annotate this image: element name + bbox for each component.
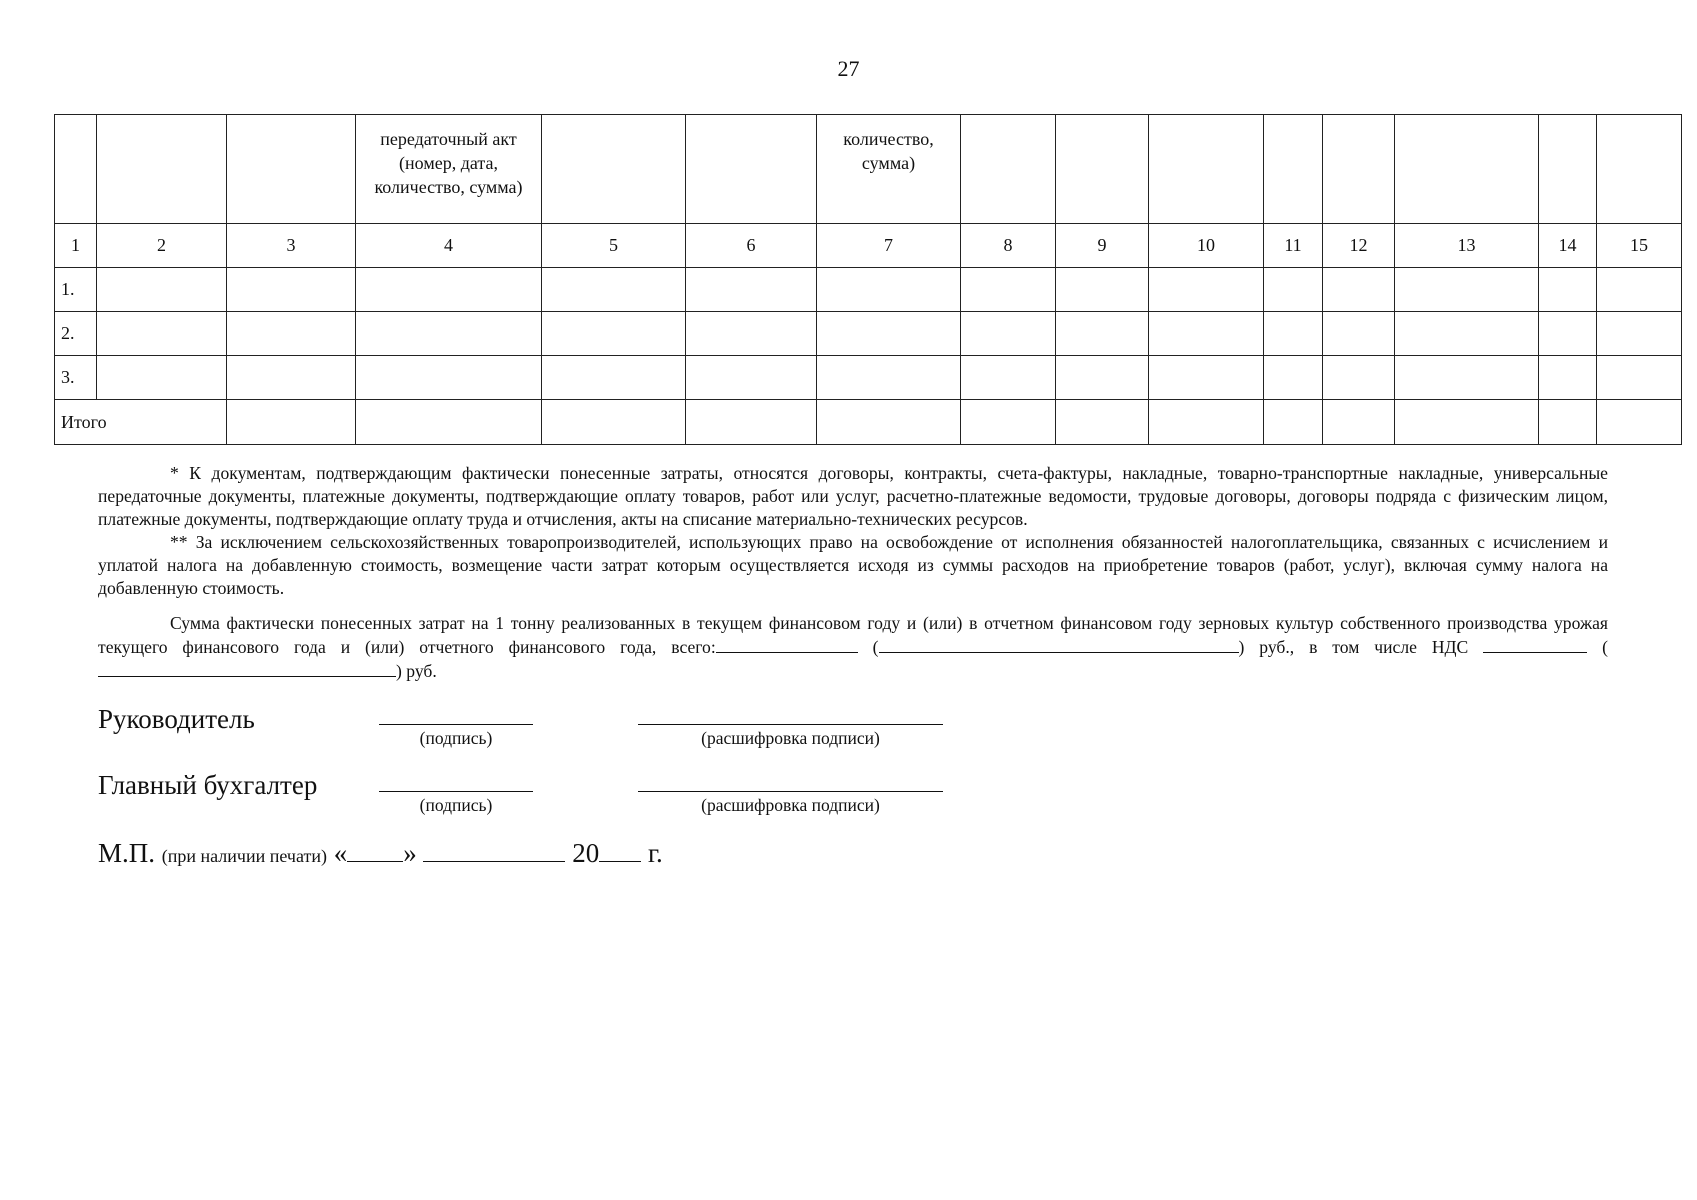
- table-cell[interactable]: [1264, 312, 1323, 356]
- stamp-note: (при наличии печати): [161, 846, 327, 866]
- table-row: [55, 312, 1682, 356]
- table-cell[interactable]: [686, 268, 817, 312]
- table-cell[interactable]: [356, 356, 542, 400]
- column-number: 9: [1056, 224, 1149, 268]
- header-cell: [542, 115, 686, 224]
- table-cell[interactable]: [1149, 268, 1264, 312]
- table-cell[interactable]: [686, 356, 817, 400]
- table-cell[interactable]: [1597, 312, 1682, 356]
- header-cell: передаточный акт (номер, дата, количество, сумма): [356, 115, 542, 224]
- row-number: 3.: [55, 356, 97, 400]
- table-cell[interactable]: [227, 268, 356, 312]
- table-cell[interactable]: [1264, 268, 1323, 312]
- total-cell[interactable]: [817, 400, 961, 445]
- total-cell[interactable]: [227, 400, 356, 445]
- accountant-signature-caption: (подпись): [419, 795, 493, 815]
- column-number: 7: [817, 224, 961, 268]
- column-number: 15: [1597, 224, 1682, 268]
- quote-open: «: [333, 838, 348, 868]
- footnote-documents: * К документам, подтверждающим фактически понесенные затраты, относятся договоры, контракты, счета-фактуры, накладные, товарно-транспортные накладные, универсальные передаточные документы, платежные документы, подтверждающие оплату товаров, работ или услуг, расчетно-платежные ведомости, трудовые договоры, договоры подряда с физическим лицом, платежные документы, подтверждающие оплату труда и отчисления, акты на списание материально-технических ресурсов.: [98, 463, 1608, 529]
- total-sum-in-words-field[interactable]: [879, 635, 1239, 653]
- total-cell[interactable]: [686, 400, 817, 445]
- accountant-signature-line[interactable]: [379, 791, 533, 792]
- year-field[interactable]: [599, 839, 641, 862]
- table-cell[interactable]: [97, 356, 227, 400]
- chief-accountant-label: Главный бухгалтер: [98, 770, 318, 800]
- head-decoding-caption: (расшифровка подписи): [701, 728, 880, 748]
- total-cell[interactable]: [542, 400, 686, 445]
- head-signature-caption: (подпись): [419, 728, 493, 748]
- table-header-row: [55, 115, 1682, 224]
- paren-open: (: [872, 637, 879, 657]
- column-number: 6: [686, 224, 817, 268]
- table-cell[interactable]: [1056, 312, 1149, 356]
- table-cell[interactable]: [1056, 356, 1149, 400]
- vat-sum-field[interactable]: [1483, 635, 1587, 653]
- table-cell[interactable]: [961, 268, 1056, 312]
- header-cell: [1264, 115, 1323, 224]
- table-cell[interactable]: [961, 356, 1056, 400]
- cost-statement-text: Сумма фактически понесенных затрат на 1 тонну реализованных в текущем финансовом году и (или) в отчетном финансовом году зерновых культур собственного производства урожая текущего финансового года и (или) отчетного финансового года, всего:: [98, 613, 1608, 657]
- column-number: 4: [356, 224, 542, 268]
- head-label: Руководитель: [98, 704, 255, 734]
- header-cell: [1149, 115, 1264, 224]
- footnotes: [98, 462, 1608, 600]
- table-cell[interactable]: [1597, 268, 1682, 312]
- table-cell[interactable]: [1323, 268, 1395, 312]
- table-row: [55, 268, 1682, 312]
- total-cell[interactable]: [356, 400, 542, 445]
- vat-sum-in-words-field[interactable]: [98, 659, 396, 677]
- table-cell[interactable]: [356, 268, 542, 312]
- table-cell[interactable]: [817, 356, 961, 400]
- table-cell[interactable]: [686, 312, 817, 356]
- accountant-decoding-caption: (расшифровка подписи): [701, 795, 880, 815]
- table-cell[interactable]: [1056, 268, 1149, 312]
- head-decoding-line[interactable]: [638, 724, 943, 725]
- table-cell[interactable]: [227, 356, 356, 400]
- table-cell[interactable]: [542, 268, 686, 312]
- accountant-decoding-line[interactable]: [638, 791, 943, 792]
- header-cell: [961, 115, 1056, 224]
- row-number: 1.: [55, 268, 97, 312]
- table-cell[interactable]: [1395, 312, 1539, 356]
- header-cell: [97, 115, 227, 224]
- table-cell[interactable]: [97, 268, 227, 312]
- table-cell[interactable]: [1395, 268, 1539, 312]
- header-cell: количество, сумма): [817, 115, 961, 224]
- table-cell[interactable]: [1597, 356, 1682, 400]
- head-signature-line[interactable]: [379, 724, 533, 725]
- paren-open: (: [1602, 637, 1608, 657]
- table-cell[interactable]: [542, 356, 686, 400]
- day-field[interactable]: [347, 839, 403, 862]
- table-cell[interactable]: [356, 312, 542, 356]
- table-row: [55, 356, 1682, 400]
- table-cell[interactable]: [817, 268, 961, 312]
- header-cell: [1539, 115, 1597, 224]
- total-cell[interactable]: [1597, 400, 1682, 445]
- quote-close: »: [403, 838, 417, 868]
- table-cell[interactable]: [1149, 312, 1264, 356]
- header-cell: [227, 115, 356, 224]
- total-sum-field[interactable]: [716, 635, 858, 653]
- table-cell[interactable]: [227, 312, 356, 356]
- column-number: 8: [961, 224, 1056, 268]
- stamp-date-row: [98, 838, 663, 869]
- mp-label: М.П.: [98, 838, 156, 868]
- year-prefix: 20: [572, 838, 600, 868]
- table-cell[interactable]: [961, 312, 1056, 356]
- table-cell[interactable]: [1149, 356, 1264, 400]
- header-cell: [55, 115, 97, 224]
- header-cell: [1323, 115, 1395, 224]
- table-cell[interactable]: [1539, 268, 1597, 312]
- column-number-row: [55, 224, 1682, 268]
- total-cell[interactable]: [1395, 400, 1539, 445]
- column-number: 12: [1323, 224, 1395, 268]
- rub-incl-vat-text: ) руб., в том числе НДС: [1238, 637, 1469, 657]
- column-number: 11: [1264, 224, 1323, 268]
- footnote-vat-exception: ** За исключением сельскохозяйственных товаропроизводителей, использующих право на освобождение от исполнения обязанностей налогоплательщика, связанных с исчислением и уплатой налога на добавленную стоимость, возмещение части затрат которым осуществляется исходя из суммы расходов на приобретение товаров (работ, услуг), включая сумму налога на добавленную стоимость.: [98, 532, 1608, 598]
- total-cell[interactable]: [1149, 400, 1264, 445]
- total-cell[interactable]: [1323, 400, 1395, 445]
- table-cell[interactable]: [542, 312, 686, 356]
- column-number: 14: [1539, 224, 1597, 268]
- total-row: [55, 400, 1682, 445]
- table-cell[interactable]: [1395, 356, 1539, 400]
- table-cell[interactable]: [817, 312, 961, 356]
- expense-table: [54, 114, 1682, 445]
- header-cell: [686, 115, 817, 224]
- column-number: 3: [227, 224, 356, 268]
- cost-per-ton-statement: [98, 612, 1608, 683]
- table-cell[interactable]: [1323, 356, 1395, 400]
- total-cell[interactable]: [1264, 400, 1323, 445]
- column-number: 5: [542, 224, 686, 268]
- column-number: 2: [97, 224, 227, 268]
- total-cell[interactable]: [961, 400, 1056, 445]
- header-cell: [1597, 115, 1682, 224]
- table-cell[interactable]: [1323, 312, 1395, 356]
- column-number: 13: [1395, 224, 1539, 268]
- page-number: 27: [837, 56, 860, 81]
- table-cell[interactable]: [97, 312, 227, 356]
- column-number: 10: [1149, 224, 1264, 268]
- table-cell[interactable]: [1539, 356, 1597, 400]
- table-cell[interactable]: [1264, 356, 1323, 400]
- year-suffix: г.: [647, 838, 663, 868]
- total-label: Итого: [55, 400, 227, 445]
- rub-text: ) руб.: [396, 661, 437, 681]
- header-cell: [1056, 115, 1149, 224]
- month-field[interactable]: [423, 839, 565, 862]
- total-cell[interactable]: [1056, 400, 1149, 445]
- total-cell[interactable]: [1539, 400, 1597, 445]
- header-cell: [1395, 115, 1539, 224]
- column-number: 1: [55, 224, 97, 268]
- table-cell[interactable]: [1539, 312, 1597, 356]
- row-number: 2.: [55, 312, 97, 356]
